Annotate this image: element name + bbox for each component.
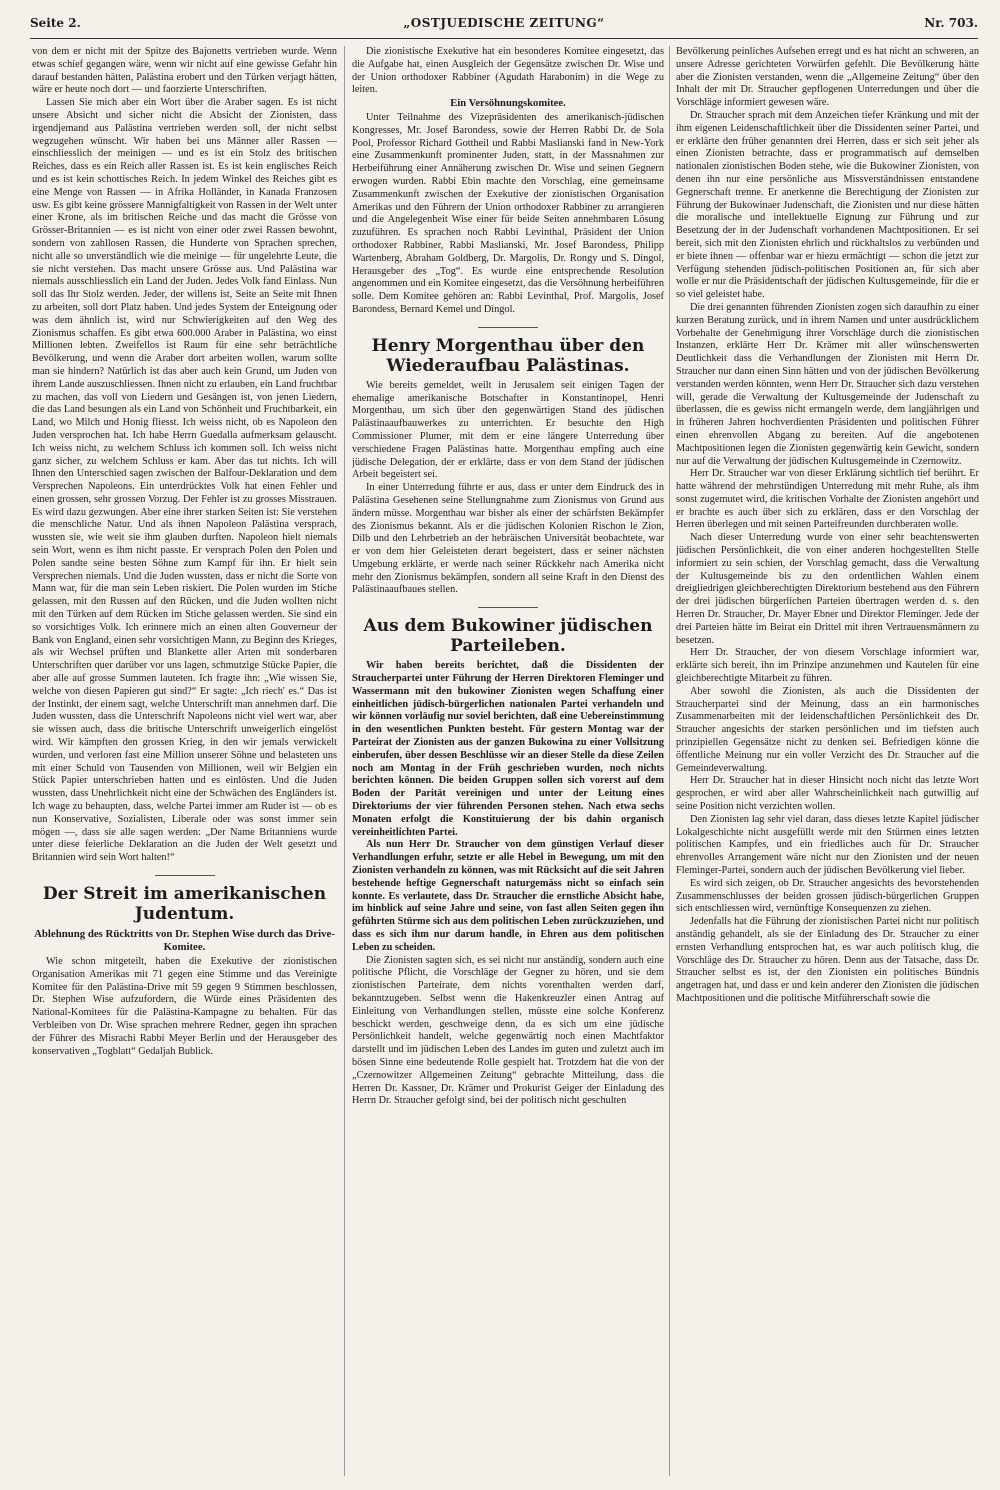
- section-subheading: Ein Versöhnungskomitee.: [450, 98, 566, 110]
- header-rule: [30, 38, 978, 39]
- article-text: Unter Teilnahme des Vizepräsidenten des amerikanisch-jüdischen Kongresses, Mr. Josef Barondess, sowie der Herren Rabbi Dr. de Sola Pool, Professor Richard Gottheil und Rabbi Maslianski fand in New-York eine Zusammenkunft prominenter Juden, statt, in der Massnahmen zur Herbeiführung einer Annäherung zwischen Dr. Wise und seinen Gegnern erwogen wurden. Rabbi Ebin machte den Vorschlag, eine gemeinsame Zusammenkunft zwischen der Exekutive der zionistischen Organisation Amerikas und den Führern der Union orthodoxer Rabbiner zu arrangieren und die Angelegenheit Wise einer für beide Seiten annehmbaren Lösung zuzuführen. Es sprachen noch Rabbi Levinthal, Präsident der Union orthodoxer Rabbiner, Rabbi Maslianski, Mr. Josef Barondess, Philipp Wartenberg, Abraham Goldberg, Dr. Margolis, Dr. Rongy und S. Dingol, Herausgeber des „Tog“. Es wurde eine entsprechende Resolution angenommen und ein Komitee eingesetzt, das die Versöhnung herbeiführen solle. Dem Komitee gehören an: Rabbi Levinthal, Prof. Margolis, Josef Barondess, Bernard Kemel und Dingol.: [352, 111, 664, 315]
- article-text: Die drei genannten führenden Zionisten zogen sich daraufhin zu einer kurzen Beratung zurück, und in ihrem Namen und unter ausdrücklichem Vorbehalte der Genehmigung ihrer Vorschläge durch die zionistischen Instanzen, erklärte Herr Dr. Krämer mit aller wünschenswerten Deutlichkeit dass die Verhandlungen der Zionisten mit Herrn Dr. Straucher nur dann einen Sinn hätten und von der jüdischen Bevölkerung verstanden werden könnten, wenn Herr Dr. Straucher sich dazu verstehen will, gerade die Verwaltung der Kultusgemeinde der Judenschaft zu überlassen, die es gewiss nicht ermangeln werde, dem langjährigen und in früheren Jahren hochverdienten Präsidenten und politischen Führer einen ehrenvollen Abgang zu bereiten. Auf die angebotenen Machtpositionen legen die Zionisten gegenwärtig kein Gewicht, sondern nur auf die Verwaltung der jüdischen Kultusgemeinde in Czernowitz.: [676, 301, 979, 467]
- article-text: Den Zionisten lag sehr viel daran, dass dieses letzte Kapitel jüdischer Lokalgeschichte nicht ausgefüllt werde mit den Stürmen eines letzten politischen Kampfes, und ein friedliches auch für Dr. Straucher ehrenvolles Arrangement wäre nicht nur den Zionisten und der neuen Fleminger-Partei, sondern auch der jüdischen Bevölkerung viel lieber.: [676, 813, 979, 876]
- article-text: Die zionistische Exekutive hat ein besonderes Komitee eingesetzt, das die Aufgabe hat, einen Ausgleich der Gegensätze zwischen Dr. Wise und der Union orthodoxer Rabbiner (Agudath Harabonim) in die Wege zu leiten.: [352, 46, 664, 96]
- article-text: Nach dieser Unterredung wurde von einer sehr beachtenswerten jüdischen Persönlichkeit, die von einer anderen hochgestellten Stelle informiert zu sein schien, der Vorschlag gemacht, dass die Verwaltung der Kultusgemeinde bis zu den ordentlichen Wahlen einem dreigliedrigen gleichberechtigten Direktorium bestehend aus den Führern der drei jüdischen bürgerlichen Parteien übertragen werden d. s. den Herren Dr. Straucher, Dr. Mayer Ebner und Direktor Fleminger. Jede der drei Parteien hätte im Beirat ein Drittel mit ihren Vertrauensmännern zu besetzen.: [676, 532, 979, 646]
- article-subheadline: Ablehnung des Rücktritts von Dr. Stephen Wise durch das Drive-Komitee.: [34, 928, 335, 953]
- article-headline: Der Streit im amerikanischen Judentum.: [42, 884, 327, 924]
- article-lead-text: Wir haben bereits berichtet, daß die Dissidenten der Straucherpartei unter Führung der Herren Direktoren Fleminger und Wassermann mit den bukowiner Zionisten wegen Schaffung einer einheitlichen jüdisch-bürgerlichen nationalen Partei verhandeln und wir können vorläufig nur soviel berichten, daß eine Uebereinstimmung in den wesentlichen Punkten besteht. Für gestern Montag war der Parteirat der Zionisten aus der ganzen Bukowina zu einer Vollsitzung einberufen, über dessen Beschlüsse wir an dieser Stelle da diese Zeilen noch am Montag in der Früh geschrieben wurden, noch nichts berichten können. Die beiden Gruppen sollen sich vorerst auf dem Boden der Parität vereinigen und unter der Leitung eines Direktoriums der vier führenden Personen stehen. Nach etwa sechs Monaten erfolgt die Konstituierung der bis dahin organisch vereinheitlichten Partei.: [352, 660, 664, 838]
- article-separator: [478, 607, 538, 608]
- article-text: Dr. Straucher sprach mit dem Anzeichen tiefer Kränkung und mit der ihm eigenen Leidenschaftlichkeit über die Dissidenten seiner Partei, und er erklärte den früher genannten drei Herren, dass er sich seit jeher als einen Zionisten betrachte, dass er programmatisch auf demselben nationalen zionistischen Boden stehe, wie die Bukowiner Zionisten, von denen ihn nur eine persönliche aus Missverständnissen entstandene Gegnerschaft trenne. Er anerkenne die Berechtigung der Zionisten zur Führung der Bukowinaer Judenschaft, die Zionisten und nur diese hätten die moralische und intellektuelle Eignung zur Führung und zur Besetzung der in der Judenschaft vorhandenen Machtpositionen. Er sei bereit, sich mit den Zionisten ehrlich und rückhaltslos zu verbünden und er biete ihnen — offenbar war er hiezu ermächtigt — schon die jetzt zur Verfügung stehenden jüdisch-politischen Positionen an, für sich aber wolle er nur die Präsidentschaft der jüdischen Kultusgemeinde, für die er so viel geleistet habe.: [676, 109, 979, 301]
- article-text: Bevölkerung peinliches Aufsehen erregt und es hat nicht an schweren, an unsere Adresse gerichteten Vorwürfen gefehlt. Die Bevölkerung hätte aber die Zionisten verstanden, wenn die „Allgemeine Zeitung“ über den Inhalt der mit Dr. Straucher gepflogenen Unterredungen und über die Vorschläge informiert gewesen wäre.: [676, 46, 979, 109]
- column-divider-2: [669, 46, 670, 1476]
- article-text: von dem er nicht mit der Spitze des Bajonetts vertrieben wurde. Wenn etwas schief gegangen wäre, wenn wir nicht auf eine gewisse Gefahr hin darauf bestanden hätten, Palästina erobert und den Türken verjagt hätten, wäre er heute noch dort — und faorzierte Unterschriften.: [32, 46, 337, 96]
- article-text: Lassen Sie mich aber ein Wort über die Araber sagen. Es ist nicht unsere Absicht und sicher nicht die Absicht der Zionisten, dass irgendjemand aus Palästina vertrieben werden soll, der nicht selbst wegzugehen wünscht. Wir haben bei uns Männer aller Rassen — einschliesslich der meinigen — und es ist ein Stolz des britischen Reiches, dass es ein Reich aller Rassen ist. Es ist kein englisches Reich und es ist kein schottisches Reich. In jedem Winkel des Reiches gibt es eine Menge von Rassen — in Afrika Holländer, in Kanada Franzosen usw. Es gibt keine grössere Mannigfaltigkeit von Rassen in der Welt unter einer Krone, als im britischen Reiche und das macht die Grösse von Grösser-Britannien — es ist nicht von einer oder zwei Rassen bewohnt, sondern von zahllosen Rassen, die Hunderte von Sprachen sprechen, nicht alle so unverständlich wie die meinige — für ungelehrte Leute, die sie nicht verstehen. Das macht unsere Grösse aus. Und Palästina war niemals ausschliesslich ein Land der Juden. Jedes Volk fand Einlass. Nun soll das Ihr Stolz werden. Jeder, der willens ist, Seite an Seite mit Ihnen zu arbeiten, soll dort Platz haben. Und jedes System der Enteignung oder was dem ähnlich ist, wird nur Schwierigkeiten auf den Weg des Zionismus schaffen. Es gibt etwa 600.000 Araber in Palästina, wo einst Millionen lebten. Zweifellos ist Raum für eine sehr beträchtliche Bevölkerung, und wenn die Araber dort arbeiten wollen, warum sollte man sie hindern? Natürlich ist das aber auch kein Grund, um Juden von ihrem Lande auszuschliessen. Ihnen nicht zu erlauben, ein Land fruchtbar zu machen, das voll von Liedern und Gesängen ist, von jenen Liedern, die das Land besungen als ein Land von Schönheit und Fruchtbarkeit, ein Land, wo Milch und Honig fliesst. Ich weiss nicht, ob es Napoleon den Juden versprochen hat. Ich habe Herrn Guedalla aufmerksam gelauscht. Ich weiss nicht, zu welchem Schluss ich kommen soll. Ich weiss nicht ganz sicher, zu welchem Schluss er kam. Aber das tut nichts. Ich will Ihnen den Unterschied sagen zwischen der Balfour-Deklaration und dem Versprechen Napoleons. Ein unterdrücktes Volk hat einen Fehler und einen grossen, sehr grossen Vorzug. Der Fehler ist zu grosses Misstrauen. Es wird dazu gezwungen. Aber eine ihrer starken Seiten ist: Sie verstehen die menschliche Natur. Und als ihnen Napoleon Palästina versprach, wussten sie, wie weit sie ihm glauben durften. Napoleon hielt niemals sein Wort, wenn es ihm nicht passte. Er versprach Polen den Polen und Polen sandte seine besten Söhne zum Kampf für ihn. Er hielt sein Versprechen niemals. Und die Juden wussten, dass er nicht die Sorte von Mann war, für die man sein Leben riskiert. Die Polen wurden im Stiche gelassen, mit den Russen auf den Rücken, und die Juden wollten nicht mit den Türken auf dem Rücken im Stiche gelassen werden. Sie sind ein so vorsichtiges Volk. Ich erinnere mich an einen alten Gouverneur der Bank von England, einen sehr vorsichtigen Mann, zu Beginn des Krieges, als wir Wechsel prüften und Blankette aller Arten mit sonderbaren Unterschriften quer darüber vor uns lagen, schmutzige Stücke Papier, die aber alle auf grosse Summen lauteten. Ich fragte ihn: „Wie wissen Sie, welche von diesen Papieren gut sind?“ Er sagte: „Ich riech' es.“ Das ist der Instinkt, der einem sagt, welche Unterschrift man annehmen darf. Die Juden wussten, dass die Unterschrift Napoleons nicht viel wert war, aber sie wissen auch, dass die britische Unterschrift unweigerlich eingelöst wird. Wir kämpften den grossen Krieg, in den wir jemals verwickelt wurden, und verloren fast eine Million unserer Söhne und belasteten uns mit einer Schuld von Tausenden von Millionen, weil wir Belgien ein Stück Papier unterschrieben hatten und es einlösten. Und die Juden wussten, dass Unehrlichkeit nicht eine der Schwächen des Engländers ist. Ich wage zu behaupten, dass, welche Partei immer am Ruder ist — ob es nun Konservative, Sozialisten, Liberale oder was sonst immer sein mögen —, dass sie alle sagen werden: „Der Name Britanniens wurde unter diese feierliche Deklaration an die Juden der Welt gesetzt und Britannien wird sein Wort halten!“: [32, 97, 337, 864]
- article-text: Herr Dr. Straucher hat in dieser Hinsicht noch nicht das letzte Wort gesprochen, er wird aber aller Wahrscheinlichkeit nach gutwillig auf seine Position nicht verzichten wollen.: [676, 775, 979, 813]
- article-separator: [155, 875, 215, 876]
- article-headline: Henry Morgenthau über den Wiederaufbau Palästinas.: [371, 335, 645, 376]
- page-number: Seite 2.: [30, 16, 81, 30]
- column-2: [352, 46, 664, 1476]
- column-divider-1: [344, 46, 345, 1476]
- article-separator: [478, 327, 538, 328]
- column-3: [676, 46, 979, 1476]
- article-text: Jedenfalls hat die Führung der zionistischen Partei nicht nur politisch anständig gehandelt, als sie der Einladung des Dr. Straucher zu einer ernsten Verhandlung entsprochen hat, es war auch politisch klug, die Vorschläge des Dr. Straucher zu hören. Denn aus der Tatsache, dass Dr. Straucher selbst es ist, der den Zionisten ein politisches Bündnis angetragen hat, und dass er und kein anderer den Zionisten die jüdischen Machtpositionen und die politische Mitführerschaft sowie die: [676, 916, 979, 1004]
- article-text: Wie schon mitgeteilt, haben die Exekutive der zionistischen Organisation Amerikas mit 71 gegen eine Stimme und das Vereinigte Komitee für den Palästina-Drive mit 59 gegen 9 Stimmen beschlossen, Dr. Stephen Wise aufzufordern, die Würde eines Präsidenten des National-Komitees für die Palästina-Kampagne zu behalten. Für das Verbleiben von Dr. Wise sprachen mehrere Redner, gegen ihn sprachen der Führer des Misrachi Rabbi Meyer Berlin und der Herausgeber des konservativen „Togblatt“ Gedaljah Bublick.: [32, 956, 337, 1057]
- article-text: Die Zionisten sagten sich, es sei nicht nur anständig, sondern auch eine politische Pflicht, die Vorschläge der Gegner zu hören, und sie dem zionistischen Parteirate, dem nichts vorenthalten werden darf, bekanntzugeben. Selbst wenn die Hakenkreuzler einen Antrag auf Einleitung von Verhandlungen stellen, müsste eine solche Konferenz beschickt werden, geschweige denn, da es sich um eine jüdische Persönlichkeit handelt, welche gegenwärtig noch einen Machtfaktor darstellt und im jüdischen Leben des Landes im guten und zuletzt auch im bösen Sinne eine bedeutende Rolle gespielt hat. Trotzdem hat die von der „Czernowitzer Allgemeinen Zeitung“ gebrachte Mitteilung, dass die Herren Dr. Kassner, Dr. Krämer und Prokurist Geiger der Einladung des Herrn Dr. Straucher gefolgt sind, bei der politisch nicht geschulten: [352, 954, 664, 1107]
- article-text: Herr Dr. Straucher, der von diesem Vorschlage informiert war, erklärte sich bereit, ihn im Prinzipe anzunehmen und Kautelen für eine gleichberechtigte Mitarbeit zu führen.: [676, 647, 979, 685]
- article-text: Wie bereits gemeldet, weilt in Jerusalem seit einigen Tagen der ehemalige amerikanische Botschafter in Konstantinopel, Henri Morgenthau, um sich über den gegenwärtigen Stand des jüdischen Palästinaaufbauwerkes zu unterrichten. Er besuchte den High Commissioner Plumer, mit dem er eine längere Unterredung über verschiedene Fragen Palästinas hatte. Morgenthau empfing auch eine jüdische Delegation, der er erklärte, dass er von dem Stand der jüdischen Arbeit begeistert sei.: [352, 379, 664, 481]
- article-text: Aber sowohl die Zionisten, als auch die Dissidenten der Straucherpartei sind der Meinung, dass an ein harmonisches Zusammenarbeiten mit der leidenschaftlichen Persönlichkeit des Dr. Straucher angesichts der starken persönlichen und im tiefsten auch prinzipiellen Gegensätze nicht zu denken sei. Befriedigen könne die öffentliche Meinung nur ein voller Verzicht des Dr. Straucher auf die Gemeindeverwaltung.: [676, 685, 979, 774]
- article-text: Es wird sich zeigen, ob Dr. Straucher angesichts des bevorstehenden Zusammenschlusses der beiden grossen jüdisch-bürgerlichen Gruppen sich entschliessen wird, vernünftige Konsequenzen zu ziehen.: [676, 877, 979, 915]
- page-header: [30, 16, 978, 38]
- issue-number: Nr. 703.: [924, 16, 978, 30]
- article-text: In einer Unterredung führte er aus, dass er unter dem Eindruck des in Palästina Gesehenen seine Stellungnahme zum Zionismus von Grund aus ändern müsse. Morgenthau war bisher als einer der schärfsten Bekämpfer des Zionismus bekannt. Als er die jüdischen Kolonien Rischon le Zion, Dilb und den Lehrbetrieb an der hebräischen Universität beobachtete, war er von dem hier Geleisteten derart begeistert, dass er seiner nächsten Umgebung erklärte, er werde nach seiner Rückkehr nach Amerika nicht mehr den Zionismus bekämpfen, sondern all seine Kraft in den Dienst des Palästinaaufbaues stellen.: [352, 482, 664, 596]
- article-headline: Aus dem Bukowiner jüdischen Parteileben.: [363, 616, 653, 657]
- article-lead-text: Als nun Herr Dr. Straucher von dem günstigen Verlauf dieser Verhandlungen erfuhr, setzte er alle Hebel in Bewegung, um mit den Zionisten verhandeln zu können, was mit Rücksicht auf die seit Jahren bestehende heftige Gegnerschaft naturgemäss nicht so einfach sein konnte. Es verlautete, dass Dr. Straucher die ernstliche Absicht habe, im hinblick auf seine Jahre und seine, von fast allen Seiten gegen ihn geführten Stürme sich aus dem politischen Leben zurückzuziehen, und dass es sich ihm nur darum handle, in Ehren aus dem politischen Leben zu scheiden.: [352, 839, 664, 953]
- column-1: [32, 46, 337, 1476]
- newspaper-title: „OSTJUEDISCHE ZEITUNG“: [403, 16, 605, 30]
- article-text: Herr Dr. Straucher war von dieser Erklärung sichtlich tief berührt. Er hatte während der mehrstündigen Unterredung mit mehr Ruhe, als ihm sonst zugemutet wird, die kritischen Vorhalte der Zionisten angehört und er brachte es auch über sich zu erklären, dass er den Vorschlag der Herren überlegen und mit seinen Parteifreunden durchberaten wolle.: [676, 468, 979, 531]
